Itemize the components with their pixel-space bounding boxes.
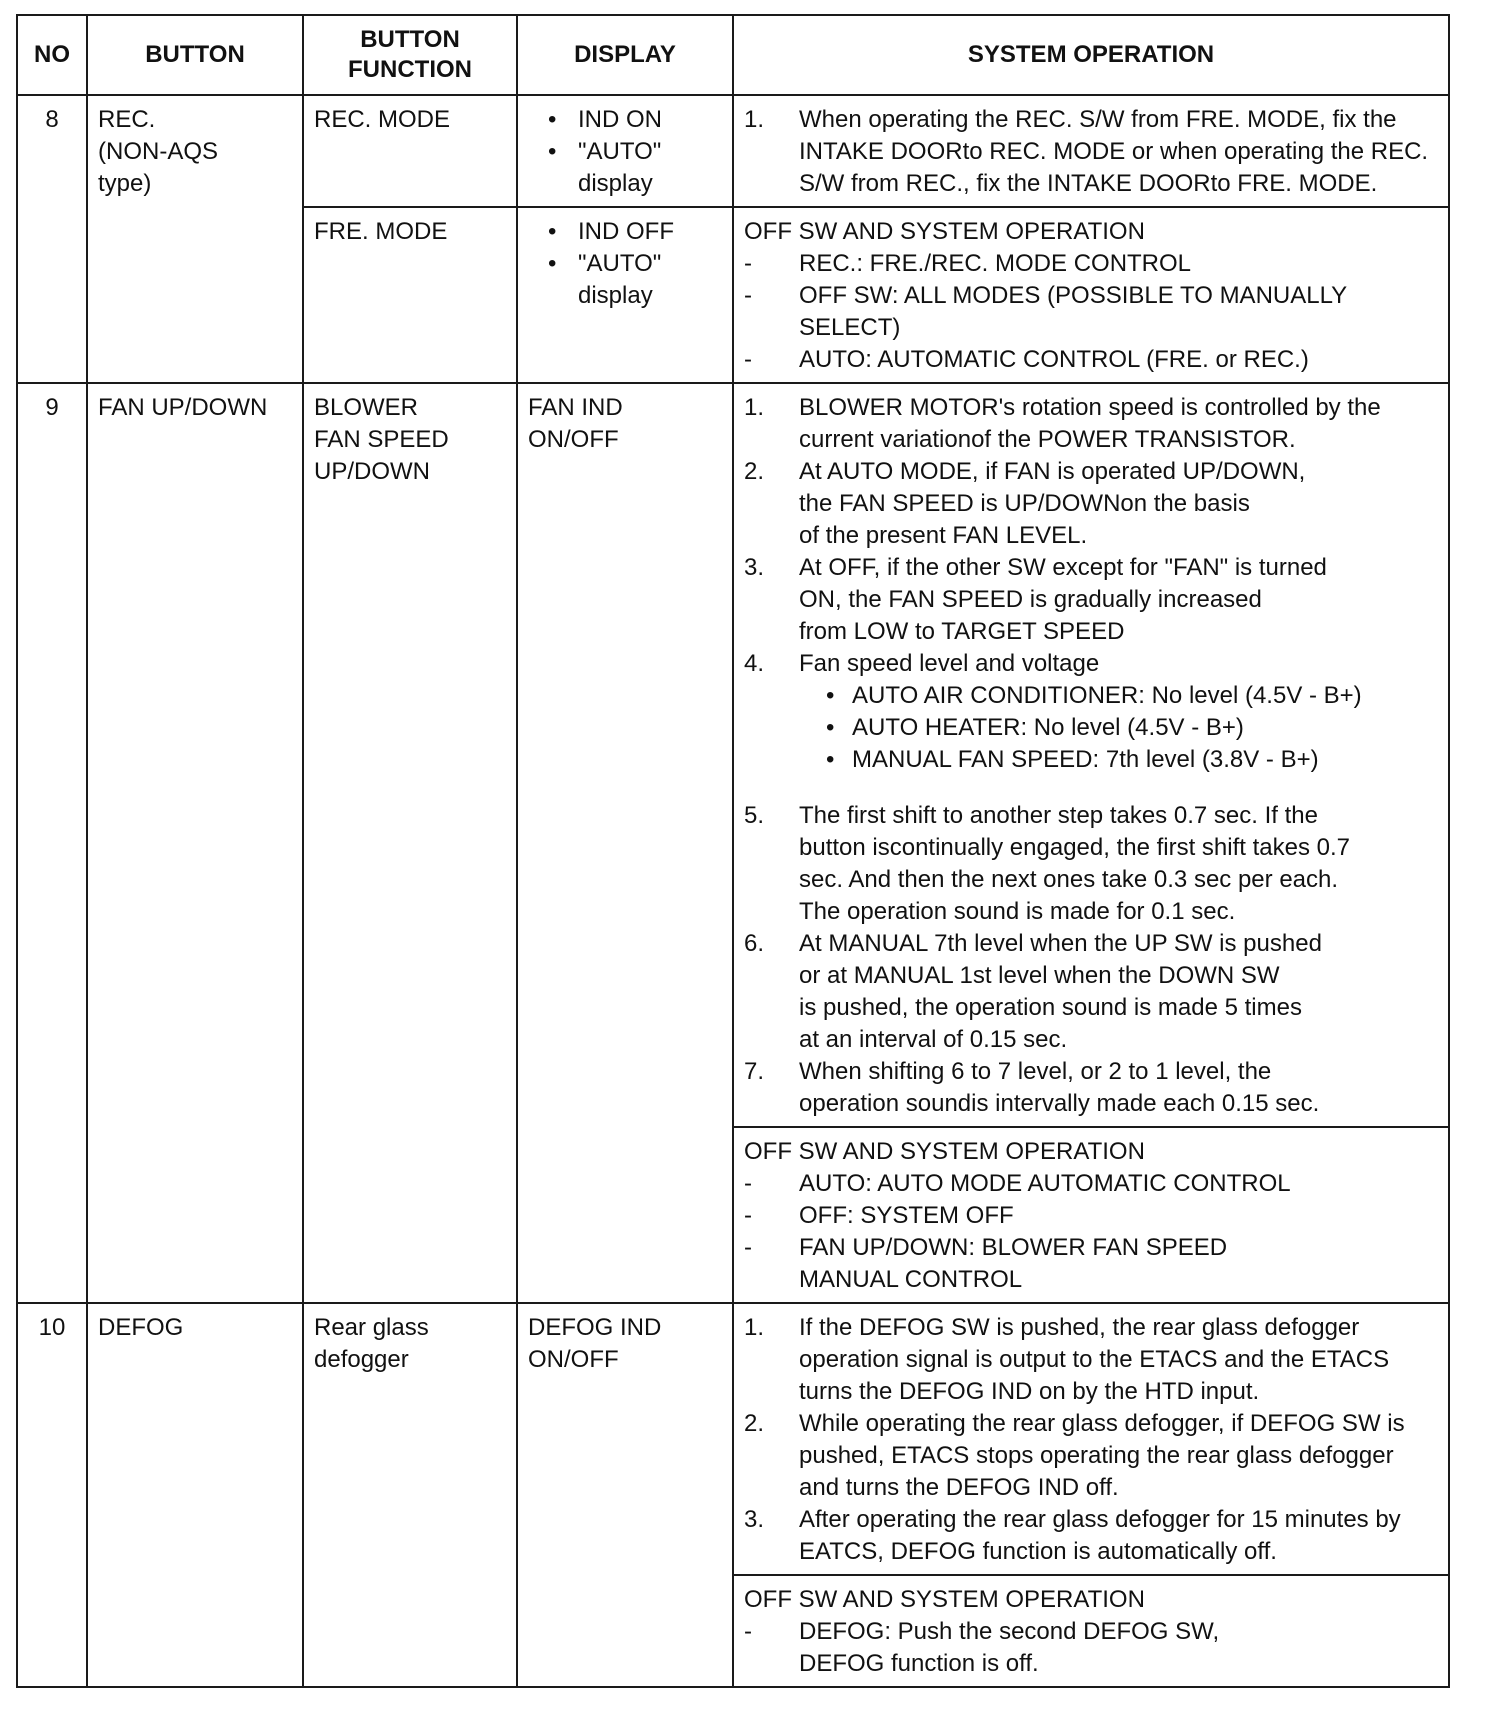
display-cell: [517, 207, 733, 383]
operation-step: 6. At MANUAL 7th level when the UP SW is pushed or at MANUAL 1st level when the DOWN SW is pushed, the operation sound is made 5 times at an interval of 0.15 sec.: [744, 930, 1322, 1053]
display-item: • "AUTO" display: [548, 248, 722, 312]
off-sw-operation: [733, 1575, 1449, 1687]
header-button-function: BUTTON FUNCTION: [303, 15, 517, 95]
button-name: REC. (NON-AQS type): [87, 95, 303, 383]
display-cell: FAN IND ON/OFF: [517, 383, 733, 1303]
off-sw-item: - DEFOG: Push the second DEFOG SW, DEFOG function is off.: [744, 1618, 1220, 1677]
operation-step: 5. The first shift to another step takes 0.7 sec. If the button iscontinually engaged, the first shift takes 0.7 sec. And then the next ones take 0.3 sec per each. The operation sound is made for 0.1 sec.: [744, 802, 1351, 925]
off-sw-item: - OFF: SYSTEM OFF: [744, 1202, 1014, 1229]
spec-table: [16, 14, 1450, 1688]
system-operation: [733, 1303, 1449, 1575]
display-cell: DEFOG IND ON/OFF: [517, 1303, 733, 1687]
display-item: • "AUTO" display: [548, 136, 722, 200]
button-function: REC. MODE: [303, 95, 517, 207]
button-function: BLOWER FAN SPEED UP/DOWN: [303, 383, 517, 1303]
off-sw-item: - AUTO: AUTO MODE AUTOMATIC CONTROL: [744, 1170, 1291, 1197]
header-system-operation: SYSTEM OPERATION: [733, 15, 1449, 95]
fan-level-item: • MANUAL FAN SPEED: 7th level (3.8V - B+): [826, 744, 1438, 776]
off-sw-title: OFF SW AND SYSTEM OPERATION: [744, 1138, 1145, 1165]
table-row: [17, 95, 1449, 207]
header-row: [17, 15, 1449, 95]
display-item: • IND ON: [548, 104, 722, 136]
table-row: [17, 383, 1449, 1127]
display-item: • IND OFF: [548, 216, 722, 248]
system-operation: [733, 95, 1449, 207]
display-cell: [517, 95, 733, 207]
table-row: [17, 1303, 1449, 1575]
row-number: 9: [17, 383, 87, 1303]
row-number: 8: [17, 95, 87, 383]
off-sw-operation: [733, 1127, 1449, 1303]
operation-step: 1. If the DEFOG SW is pushed, the rear glass defogger operation signal is output to the ETACS and the ETACS turns the DEFOG IND on by the HTD input.: [744, 1314, 1390, 1405]
button-function: Rear glass defogger: [303, 1303, 517, 1687]
fan-level-item: • AUTO HEATER: No level (4.5V - B+): [826, 712, 1438, 744]
row-number: 10: [17, 1303, 87, 1687]
off-sw-item: - FAN UP/DOWN: BLOWER FAN SPEED MANUAL CONTROL: [744, 1234, 1228, 1293]
operation-step: 4. Fan speed level and voltage: [744, 650, 1100, 677]
operation-step: 1. BLOWER MOTOR's rotation speed is controlled by the current variationof the POWER TRANSISTOR.: [744, 394, 1381, 453]
button-name: FAN UP/DOWN: [87, 383, 303, 1303]
off-sw-title: OFF SW AND SYSTEM OPERATION: [744, 218, 1145, 245]
system-operation: [733, 383, 1449, 1127]
fan-level-item: • AUTO AIR CONDITIONER: No level (4.5V - B+): [826, 680, 1438, 712]
off-sw-item: - REC.: FRE./REC. MODE CONTROL: [744, 250, 1192, 277]
operation-step: 3. At OFF, if the other SW except for "FAN" is turned ON, the FAN SPEED is gradually increased from LOW to TARGET SPEED: [744, 554, 1327, 645]
operation-step: 2. While operating the rear glass defogger, if DEFOG SW is pushed, ETACS stops operating the rear glass defogger and turns the DEFOG IND off.: [744, 1410, 1405, 1501]
operation-step: 7. When shifting 6 to 7 level, or 2 to 1 level, the operation soundis intervally made each 0.15 sec.: [744, 1058, 1320, 1117]
off-sw-item: - AUTO: AUTOMATIC CONTROL (FRE. or REC.): [744, 346, 1309, 373]
operation-step: 2. At AUTO MODE, if FAN is operated UP/DOWN, the FAN SPEED is UP/DOWNon the basis of the present FAN LEVEL.: [744, 458, 1306, 549]
off-sw-item: - OFF SW: ALL MODES (POSSIBLE TO MANUALLY SELECT): [744, 282, 1347, 341]
button-name: DEFOG: [87, 1303, 303, 1687]
header-display: DISPLAY: [517, 15, 733, 95]
header-no: NO: [17, 15, 87, 95]
operation-step: 3. After operating the rear glass defogger for 15 minutes by EATCS, DEFOG function is automatically off.: [744, 1506, 1401, 1565]
header-button: BUTTON: [87, 15, 303, 95]
operation-step: 1. When operating the REC. S/W from FRE. MODE, fix the INTAKE DOORto REC. MODE or when operating the REC. S/W from REC., fix the INTAKE DOORto FRE. MODE.: [744, 106, 1429, 197]
button-function: FRE. MODE: [303, 207, 517, 383]
off-sw-title: OFF SW AND SYSTEM OPERATION: [744, 1586, 1145, 1613]
off-sw-operation: [733, 207, 1449, 383]
